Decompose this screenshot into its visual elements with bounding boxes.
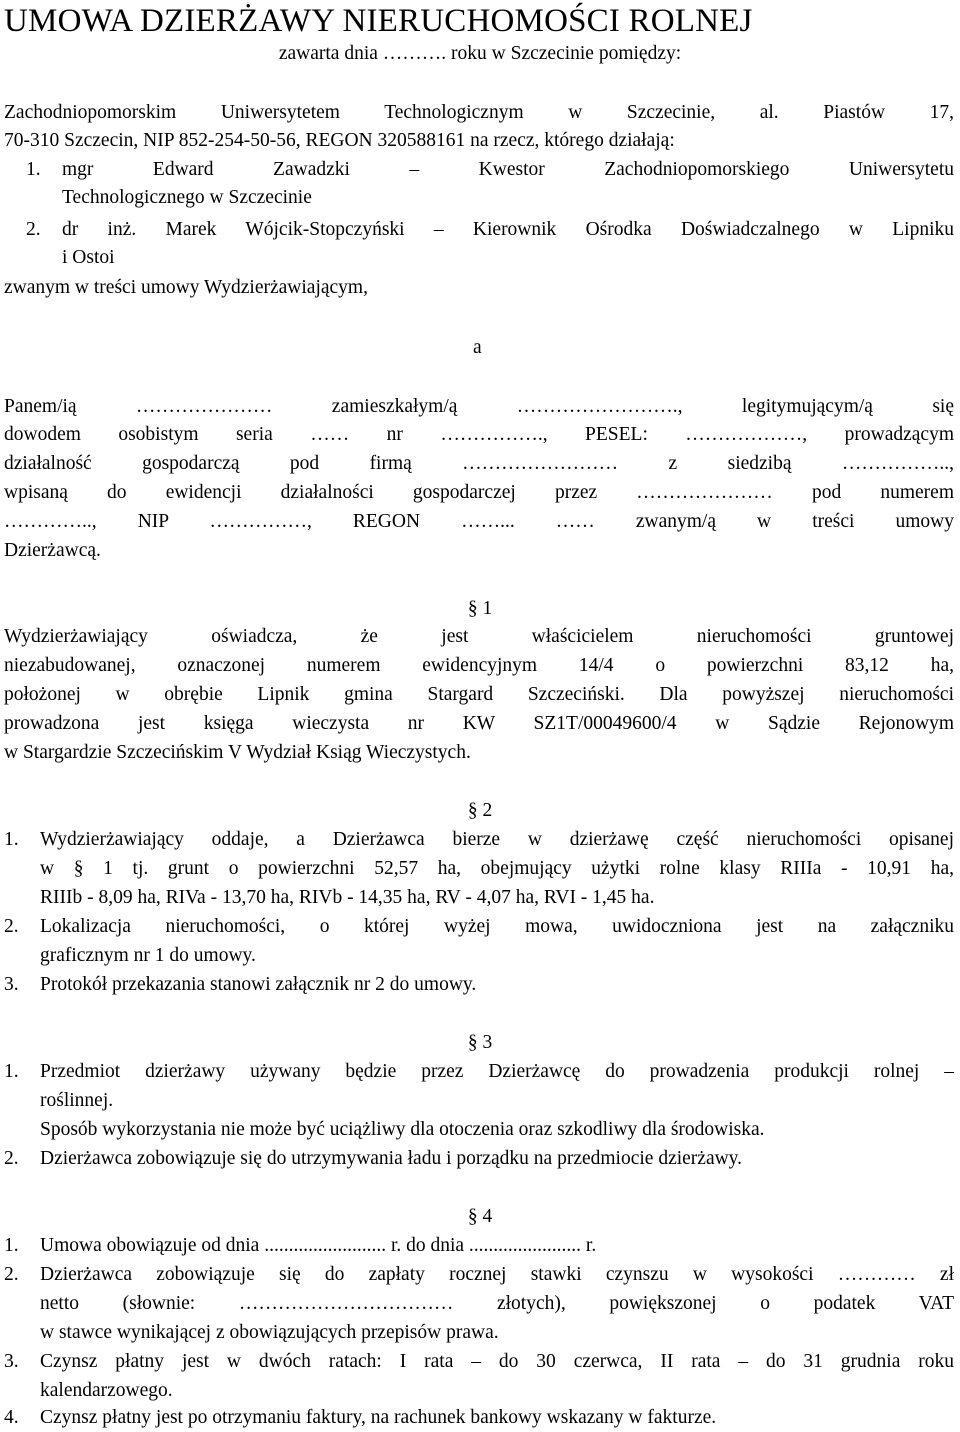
list-item-line: Protokół przekazania stanowi załącznik nr 2 do umowy. (40, 974, 477, 995)
list-number: 2. (26, 219, 41, 240)
list-item-line: roślinnej. (40, 1090, 114, 1111)
paragraph-line: niezabudowanej, oznaczonej numerem ewidencyjnym 14/4 o powierzchni 83,12 ha, (4, 655, 954, 676)
conjunction: a (473, 337, 482, 358)
tenant-line: ………….., NIP ……………, REGON ……... …… zwanym/ą w treści umowy (4, 511, 954, 532)
list-number: 3. (4, 1351, 19, 1372)
list-item-line: Sposób wykorzystania nie może być uciążliwy dla otoczenia oraz szkodliwy dla środowiska. (40, 1119, 765, 1140)
list-item-line: graficznym nr 1 do umowy. (40, 945, 256, 966)
list-number: 1. (4, 1235, 19, 1256)
section-heading: § 2 (467, 800, 493, 821)
list-number: 4. (4, 1407, 19, 1428)
tenant-line: Panem/ią ………………… zamieszkałym/ą ……………………., legitymującym/ą się (4, 396, 954, 417)
list-number: 3. (4, 974, 19, 995)
tenant-line: dowodem osobistym seria …… nr ……………., PESEL: ………………, prowadzącym (4, 424, 954, 445)
list-item-line: w § 1 tj. grunt o powierzchni 52,57 ha, obejmujący użytki rolne klasy RIIIa - 10,91 ha, (40, 858, 954, 879)
paragraph-line: Wydzierżawiający oświadcza, że jest właścicielem nieruchomości gruntowej (4, 626, 954, 647)
paragraph-line: położonej w obrębie Lipnik gmina Stargard Szczeciński. Dla powyższej nieruchomości (4, 684, 954, 705)
intro-line: Zachodniopomorskim Uniwersytetem Technologicznym w Szczecinie, al. Piastów 17, (4, 102, 954, 123)
representative-line: mgr Edward Zawadzki – Kwestor Zachodniopomorskiego Uniwersytetu (62, 159, 954, 180)
representative-line: i Ostoi (62, 247, 115, 268)
list-item-line: netto (słownie: …………………………… złotych), powiększonej o podatek VAT (40, 1293, 954, 1314)
tenant-line: Dzierżawcą. (4, 540, 101, 561)
representative-line: dr inż. Marek Wójcik-Stopczyński – Kierownik Ośrodka Doświadczalnego w Lipniku (62, 219, 954, 240)
list-item-line: Umowa obowiązuje od dnia ......................... r. do dnia ....................... r. (40, 1235, 597, 1256)
list-number: 2. (4, 916, 19, 937)
representative-line: Technologicznego w Szczecinie (62, 187, 312, 208)
section-heading: § 3 (467, 1032, 493, 1053)
list-number: 1. (4, 1061, 19, 1082)
paragraph-line: prowadzona jest księga wieczysta nr KW SZ1T/00049600/4 w Sądzie Rejonowym (4, 713, 954, 734)
list-item-line: Dzierżawca zobowiązuje się do utrzymywania ładu i porządku na przedmiocie dzierżawy. (40, 1148, 743, 1169)
list-item-line: Dzierżawca zobowiązuje się do zapłaty rocznej stawki czynszu w wysokości ………… zł (40, 1264, 954, 1285)
list-item-line: Czynsz płatny jest w dwóch ratach: I rata – do 30 czerwca, II rata – do 31 grudnia roku (40, 1351, 954, 1372)
list-number: 1. (4, 829, 19, 850)
list-item-line: Czynsz płatny jest po otrzymaniu faktury, na rachunek bankowy wskazany w fakturze. (40, 1407, 717, 1428)
list-item-line: Lokalizacja nieruchomości, o której wyżej mowa, uwidoczniona jest na załączniku (40, 916, 954, 937)
tenant-line: wpisaną do ewidencji działalności gospodarczej przez ………………… pod numerem (4, 482, 954, 503)
paragraph-line: w Stargardzie Szczecińskim V Wydział Ksiąg Wieczystych. (4, 742, 471, 763)
list-item-line: RIIIb - 8,09 ha, RIVa - 13,70 ha, RIVb - 14,35 ha, RV - 4,07 ha, RVI - 1,45 ha. (40, 887, 655, 908)
tenant-line: działalność gospodarczą pod firmą …………………… z siedzibą …………….., (4, 453, 954, 474)
list-item-line: kalendarzowego. (40, 1380, 173, 1401)
document-title: UMOWA DZIERŻAWY NIERUCHOMOŚCI ROLNEJ (4, 3, 753, 39)
document-subtitle: zawarta dnia ………. roku w Szczecinie pomiędzy: (278, 43, 682, 64)
list-number: 1. (26, 159, 41, 180)
list-number: 2. (4, 1148, 19, 1169)
list-item-line: w stawce wynikającej z obowiązujących przepisów prawa. (40, 1322, 499, 1343)
list-item-line: Przedmiot dzierżawy używany będzie przez Dzierżawcę do prowadzenia produkcji rolnej – (40, 1061, 954, 1082)
list-number: 2. (4, 1264, 19, 1285)
lessor-line: zwanym w treści umowy Wydzierżawiającym, (4, 277, 368, 298)
section-heading: § 1 (467, 598, 493, 619)
intro-line: 70-310 Szczecin, NIP 852-254-50-56, REGON 320588161 na rzecz, którego działają: (4, 130, 675, 151)
section-heading: § 4 (467, 1206, 493, 1227)
list-item-line: Wydzierżawiający oddaje, a Dzierżawca bierze w dzierżawę część nieruchomości opisanej (40, 829, 954, 850)
